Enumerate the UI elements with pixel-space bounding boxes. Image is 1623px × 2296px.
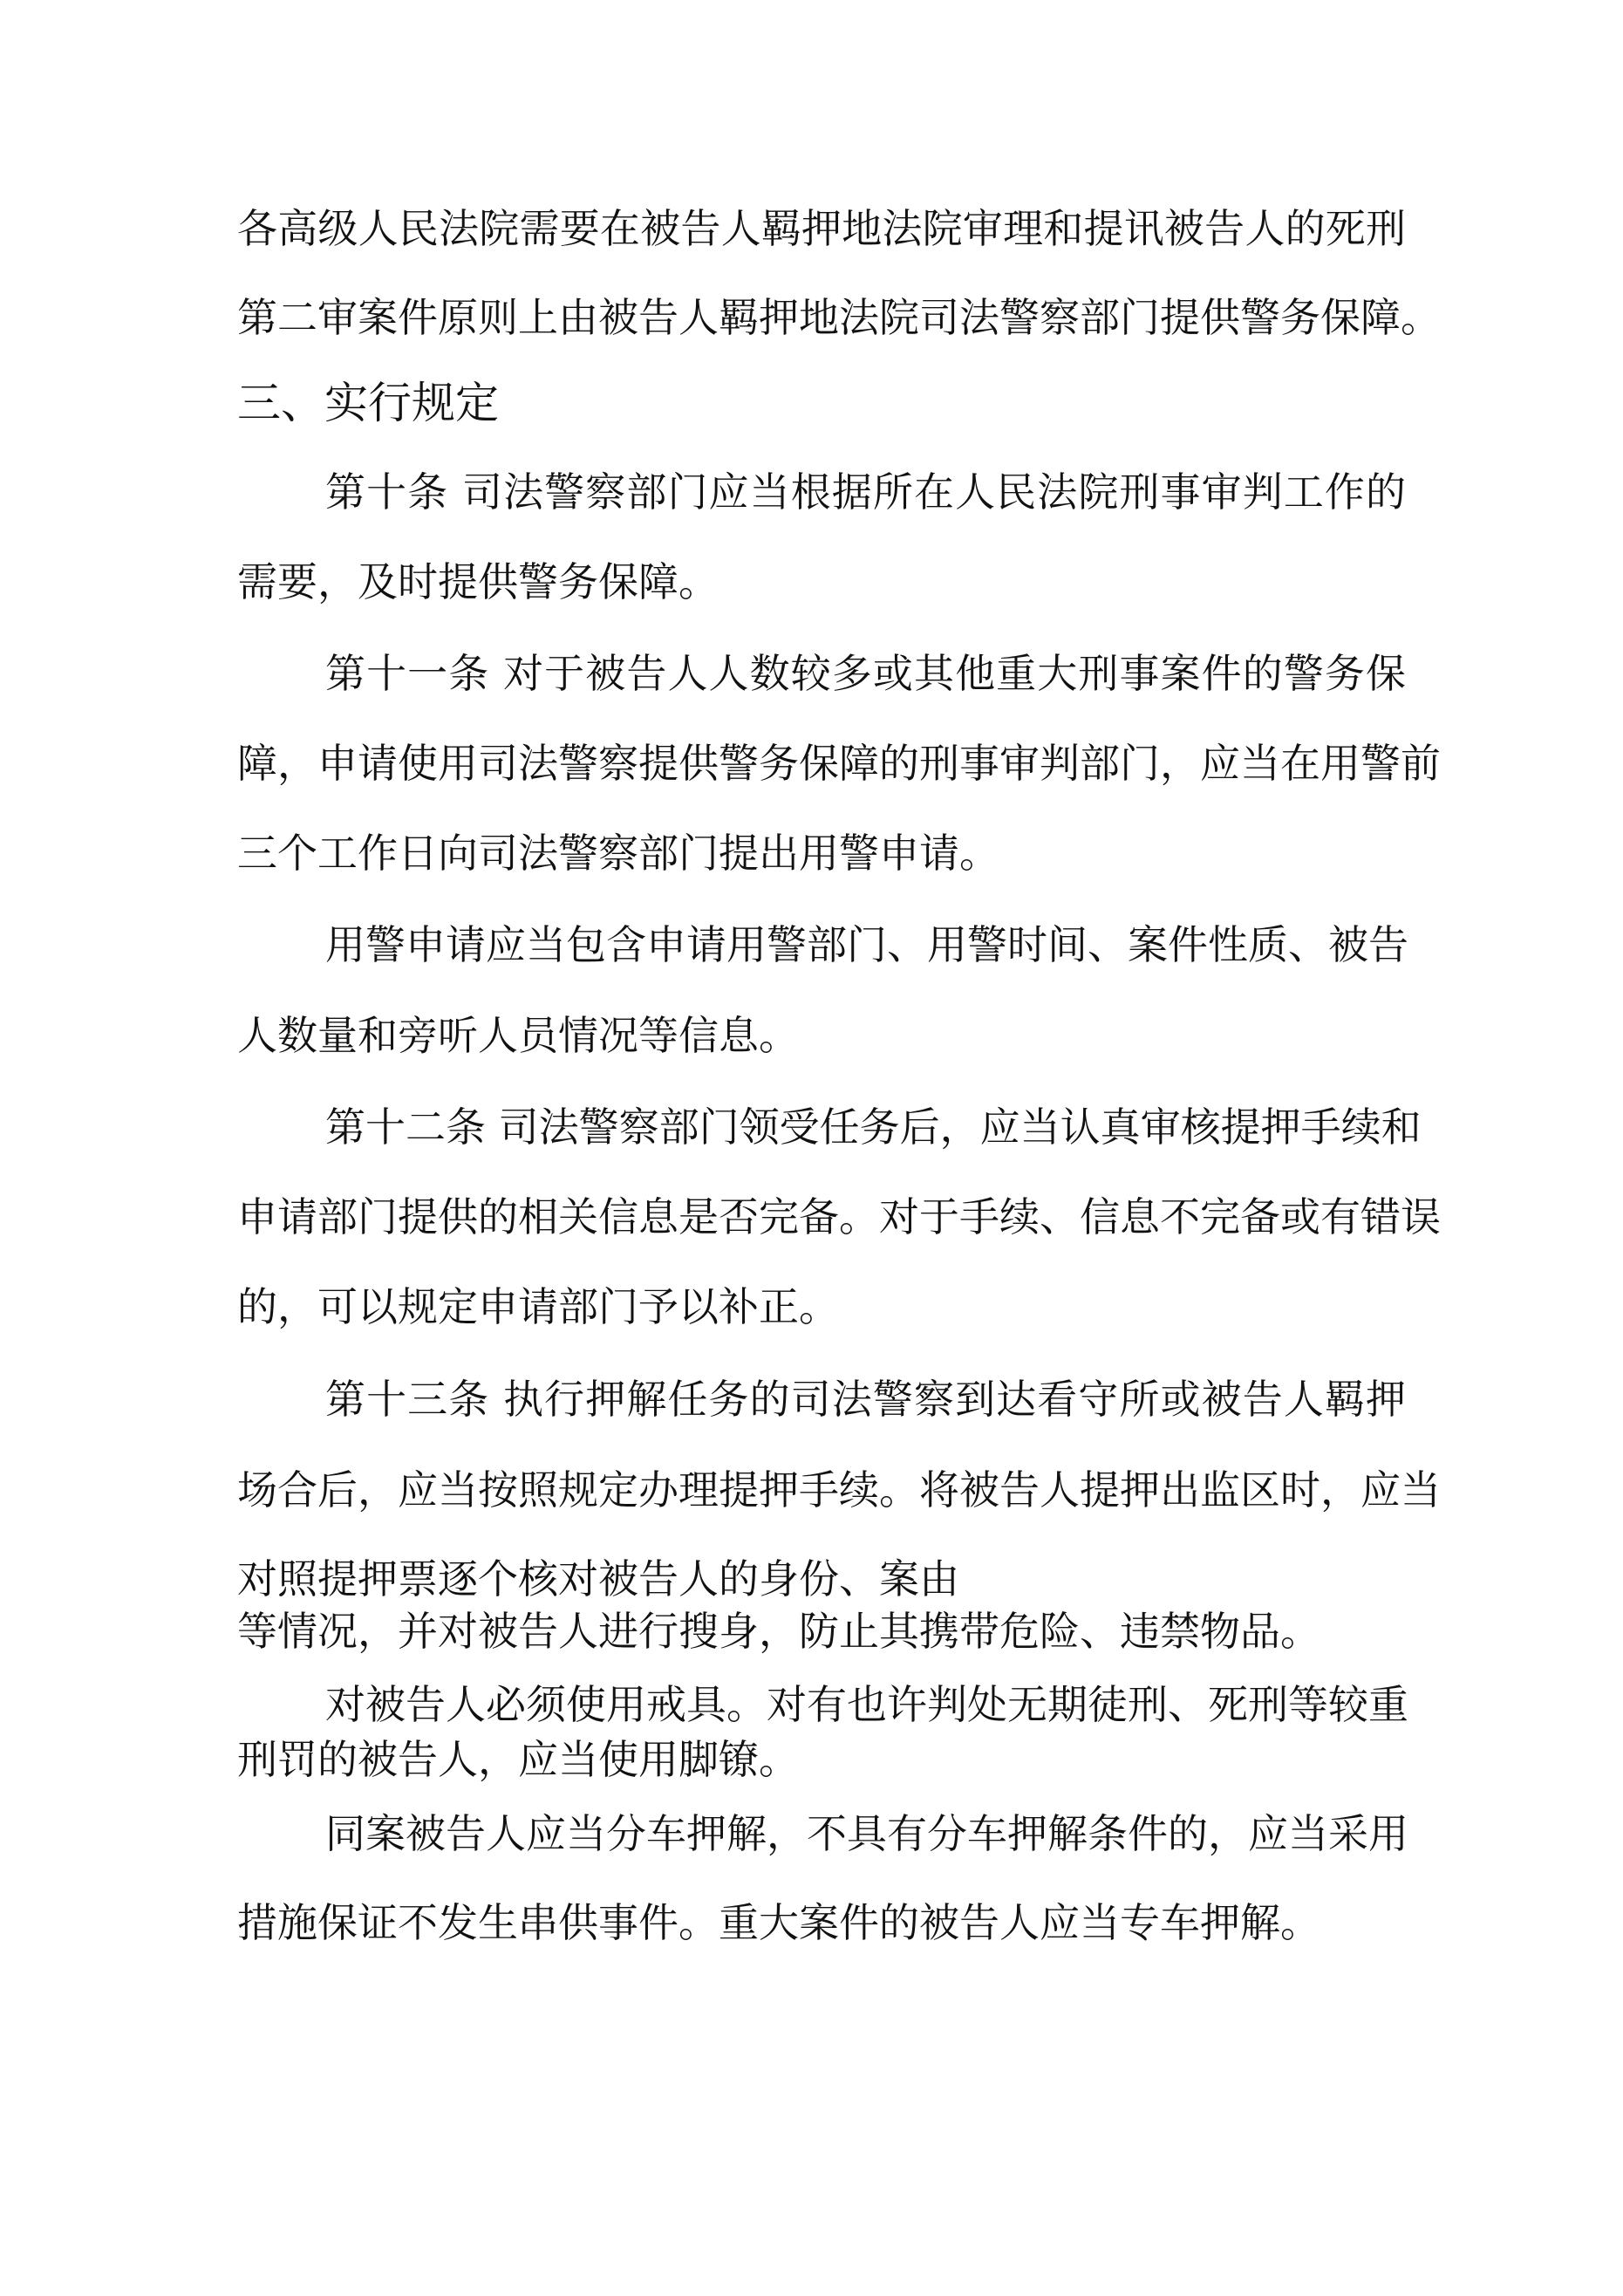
article-11-line: 第十一条 对于被告人人数较多或其他重大刑事案件的警务保 <box>325 650 1406 697</box>
paragraph-line: 等情况，并对被告人进行搜身，防止其携带危险、违禁物品。 <box>237 1608 1320 1655</box>
paragraph-line: 场合后，应当按照规定办理提押手续。将被告人提押出监区时，应当 <box>237 1466 1441 1514</box>
paragraph-line: 用警申请应当包含申请用警部门、用警时间、案件性质、被告 <box>325 921 1408 968</box>
paragraph-line: 的，可以规定申请部门予以补正。 <box>237 1283 839 1330</box>
article-12-line: 第十二条 司法警察部门领受任务后，应当认真审核提押手续和 <box>325 1104 1422 1151</box>
paragraph-line: 对被告人必须使用戒具。对有也许判处无期徒刑、死刑等较重 <box>325 1681 1408 1728</box>
paragraph-line: 人数量和旁听人员情况等信息。 <box>237 1012 799 1059</box>
paragraph-line: 障，申请使用司法警察提供警务保障的刑事审判部门，应当在用警前 <box>237 740 1441 787</box>
section-heading: 三、实行规定 <box>237 378 499 428</box>
paragraph-line: 各高级人民法院需要在被告人羁押地法院审理和提讯被告人的死刑 <box>237 205 1406 252</box>
article-10-line: 第十条 司法警察部门应当根据所在人民法院刑事审判工作的 <box>325 468 1406 516</box>
paragraph-line: 申请部门提供的相关信息是否完备。对于手续、信息不完备或有错误 <box>237 1193 1441 1240</box>
paragraph-line: 需要，及时提供警务保障。 <box>237 558 719 605</box>
paragraph-line: 三个工作日向司法警察部门提出用警申请。 <box>237 830 999 877</box>
paragraph-line: 第二审案件原则上由被告人羁押地法院司法警察部门提供警务保障。 <box>237 294 1441 341</box>
article-13-line: 第十三条 执行押解任务的司法警察到达看守所或被告人羁押 <box>325 1376 1406 1423</box>
paragraph-line: 对照提押票逐个核对被告人的身份、案由 <box>237 1555 959 1602</box>
paragraph-line: 刑罚的被告人，应当使用脚镣。 <box>237 1736 799 1783</box>
paragraph-line: 措施保证不发生串供事件。重大案件的被告人应当专车押解。 <box>237 1899 1320 1946</box>
paragraph-line: 同案被告人应当分车押解，不具有分车押解条件的，应当采用 <box>325 1810 1408 1857</box>
